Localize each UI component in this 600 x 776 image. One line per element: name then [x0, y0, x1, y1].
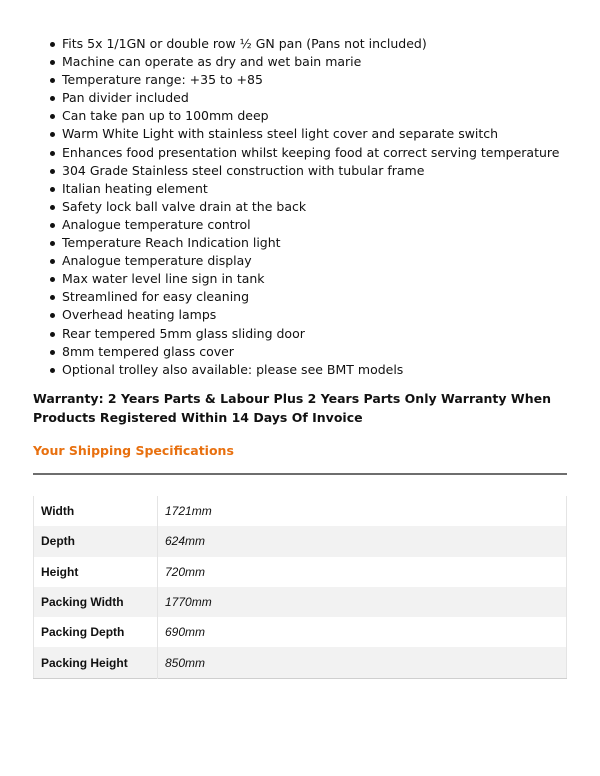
feature-item [48, 89, 588, 107]
feature-text: Rear tempered 5mm glass sliding door [62, 325, 305, 341]
feature-list [48, 35, 588, 379]
table-row [34, 496, 567, 526]
feature-item [48, 35, 588, 53]
spec-label: Packing Height [34, 647, 158, 678]
bullet-icon [50, 132, 55, 137]
feature-text: Fits 5x 1/1GN or double row ½ GN pan (Pans not included) [62, 36, 427, 51]
spec-label: Width [34, 496, 158, 526]
bullet-icon [50, 313, 55, 318]
feature-item [48, 125, 588, 143]
spec-label: Depth [34, 526, 158, 556]
bullet-icon [50, 60, 55, 65]
feature-item [48, 180, 588, 198]
spec-label: Height [34, 557, 158, 587]
feature-item [48, 306, 588, 324]
feature-item [48, 216, 588, 234]
bullet-icon [50, 169, 55, 174]
bullet-icon [50, 277, 55, 282]
spec-value: 690mm [165, 625, 206, 640]
bullet-icon [50, 96, 55, 101]
shipping-specs-heading: Your Shipping Specifications [33, 443, 234, 458]
table-row [34, 617, 567, 647]
feature-item [48, 361, 588, 379]
feature-item [48, 270, 588, 288]
feature-item [48, 144, 588, 162]
spec-value: 1721mm [165, 504, 212, 519]
feature-text: Analogue temperature display [62, 253, 252, 269]
spec-value: 850mm [158, 647, 567, 678]
feature-text: Overhead heating lamps [62, 307, 217, 323]
warranty-statement: Warranty: 2 Years Parts & Labour Plus 2 Years Parts Only Warranty When Products Registered Within 14 Days Of Invoice [33, 391, 551, 425]
bullet-icon [50, 368, 55, 373]
bullet-icon [50, 350, 55, 355]
bullet-icon [50, 205, 55, 210]
bullet-icon [50, 241, 55, 246]
bullet-icon [50, 259, 55, 264]
feature-text: Temperature Reach Indication light [62, 235, 281, 251]
feature-item [48, 107, 588, 125]
feature-text: Analogue temperature control [62, 216, 251, 232]
bullet-icon [50, 332, 55, 337]
feature-item [48, 162, 588, 180]
feature-item [48, 234, 588, 252]
feature-text: Max water level line sign in tank [62, 271, 265, 287]
section-divider [33, 473, 567, 475]
feature-text: Streamlined for easy cleaning [62, 289, 250, 305]
spec-label: Packing Width [34, 587, 158, 617]
feature-item [48, 198, 588, 216]
feature-item [48, 325, 588, 343]
table-row [34, 557, 567, 587]
bullet-icon [50, 78, 55, 83]
shipping-spec-table [33, 496, 567, 679]
bullet-icon [50, 114, 55, 119]
feature-text: Can take pan up to 100mm deep [62, 108, 269, 124]
feature-item [48, 71, 588, 89]
feature-item [48, 252, 588, 270]
feature-text: Warm White Light with stainless steel light cover and separate switch [62, 126, 499, 142]
bullet-icon [50, 223, 55, 228]
feature-text: 304 Grade Stainless steel construction with tubular frame [62, 162, 425, 178]
feature-text: Machine can operate as dry and wet bain marie [62, 54, 362, 70]
spec-value: 1770mm [158, 587, 567, 617]
table-row [34, 647, 567, 678]
bullet-icon [50, 151, 55, 156]
feature-text: Enhances food presentation whilst keeping food at correct serving temperature [62, 144, 560, 160]
feature-item [48, 53, 588, 71]
bullet-icon [50, 295, 55, 300]
bullet-icon [50, 42, 55, 47]
spec-value: 624mm [158, 526, 567, 556]
feature-item [48, 343, 588, 361]
feature-item [48, 288, 588, 306]
feature-text: Temperature range: +35 to +85 [62, 72, 263, 88]
table-row [34, 526, 567, 556]
spec-value: 720mm [165, 564, 206, 579]
table-row [34, 587, 567, 617]
spec-label: Packing Depth [34, 617, 158, 647]
feature-text: Safety lock ball valve drain at the back [62, 198, 307, 214]
feature-text: Italian heating element [62, 180, 208, 196]
feature-text: Optional trolley also available: please see BMT models [62, 361, 404, 377]
bullet-icon [50, 187, 55, 192]
feature-text: Pan divider included [62, 90, 189, 106]
feature-text: 8mm tempered glass cover [62, 343, 234, 359]
